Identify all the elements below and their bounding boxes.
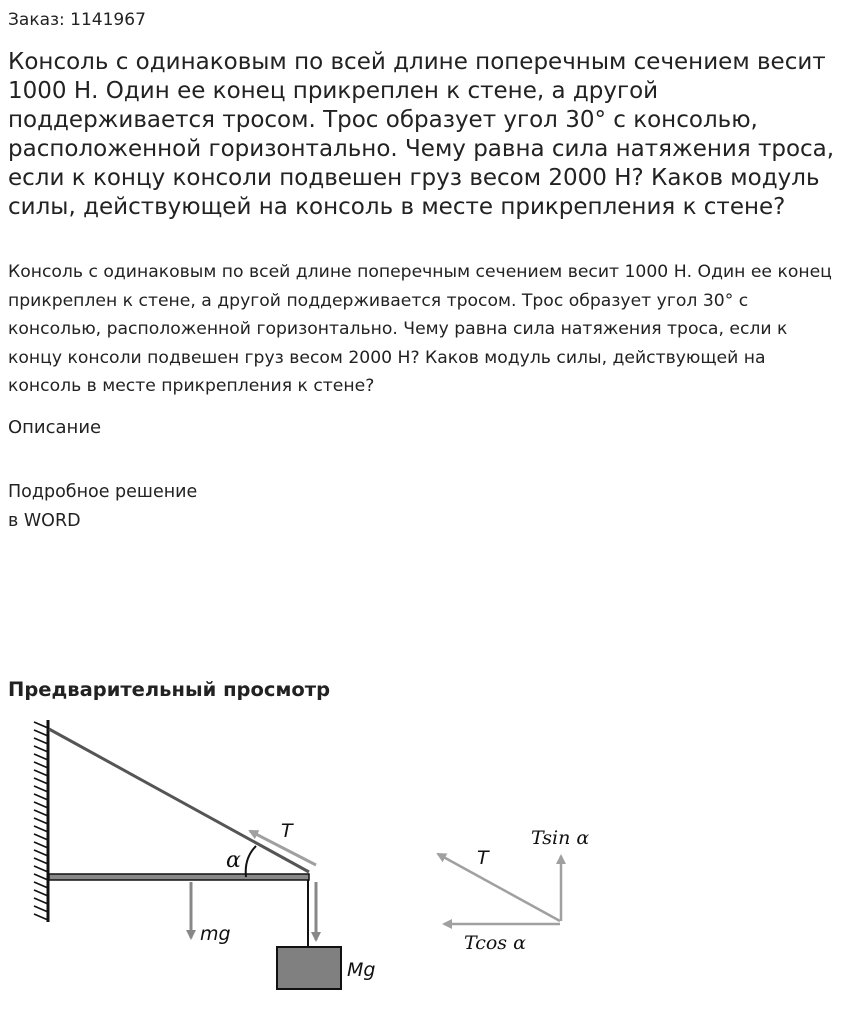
problem-text: Консоль с одинаковым по всей длине поперечным сечением весит 1000 Н. Один ее конец прикреплен к стене, а другой поддерживается тросом. Трос образует угол 30° с консолью, расположенной горизонтально. Чему равна сила натяжения троса, если к концу консоли подвешен груз весом 2000 Н? Каков модуль силы, действующей на консоль в месте прикрепления к стене? [8, 262, 832, 396]
solution-line-1: Подробное решение [8, 482, 198, 502]
preview-heading: Предварительный просмотр [8, 678, 331, 701]
label-mg: mg [200, 923, 231, 945]
label-Mg: Mg [347, 959, 376, 981]
t-vector [438, 854, 560, 921]
description-label: Описание [8, 417, 102, 438]
label-alpha: α [226, 848, 241, 873]
preview-diagram [0, 710, 847, 1010]
wall [34, 720, 48, 922]
solution-note [8, 478, 197, 535]
cable [49, 729, 309, 872]
label-T-sin: Tsin α [531, 827, 590, 849]
page-title: Консоль с одинаковым по всей длине поперечным сечением весит 1000 Н. Один ее конец прикреплен к стене, а другой поддерживается тросом. Трос образует угол 30° с консолью, расположенной горизонтально. Чему равна сила натяжения троса, если к концу консоли подвешен груз весом 2000 Н? Каков модуль силы, действующей на консоль в месте прикрепления к стене? [8, 49, 835, 220]
label-T-cos: Tcos α [464, 932, 526, 954]
label-T-vector: T [477, 847, 489, 869]
load-block [277, 947, 341, 989]
label-T: T [281, 820, 293, 842]
order-number: Заказ: 1141967 [8, 10, 146, 30]
console-beam [49, 874, 309, 880]
force-decomposition [438, 827, 589, 954]
angle-arc [246, 846, 256, 877]
solution-line-2: в WORD [8, 510, 81, 531]
